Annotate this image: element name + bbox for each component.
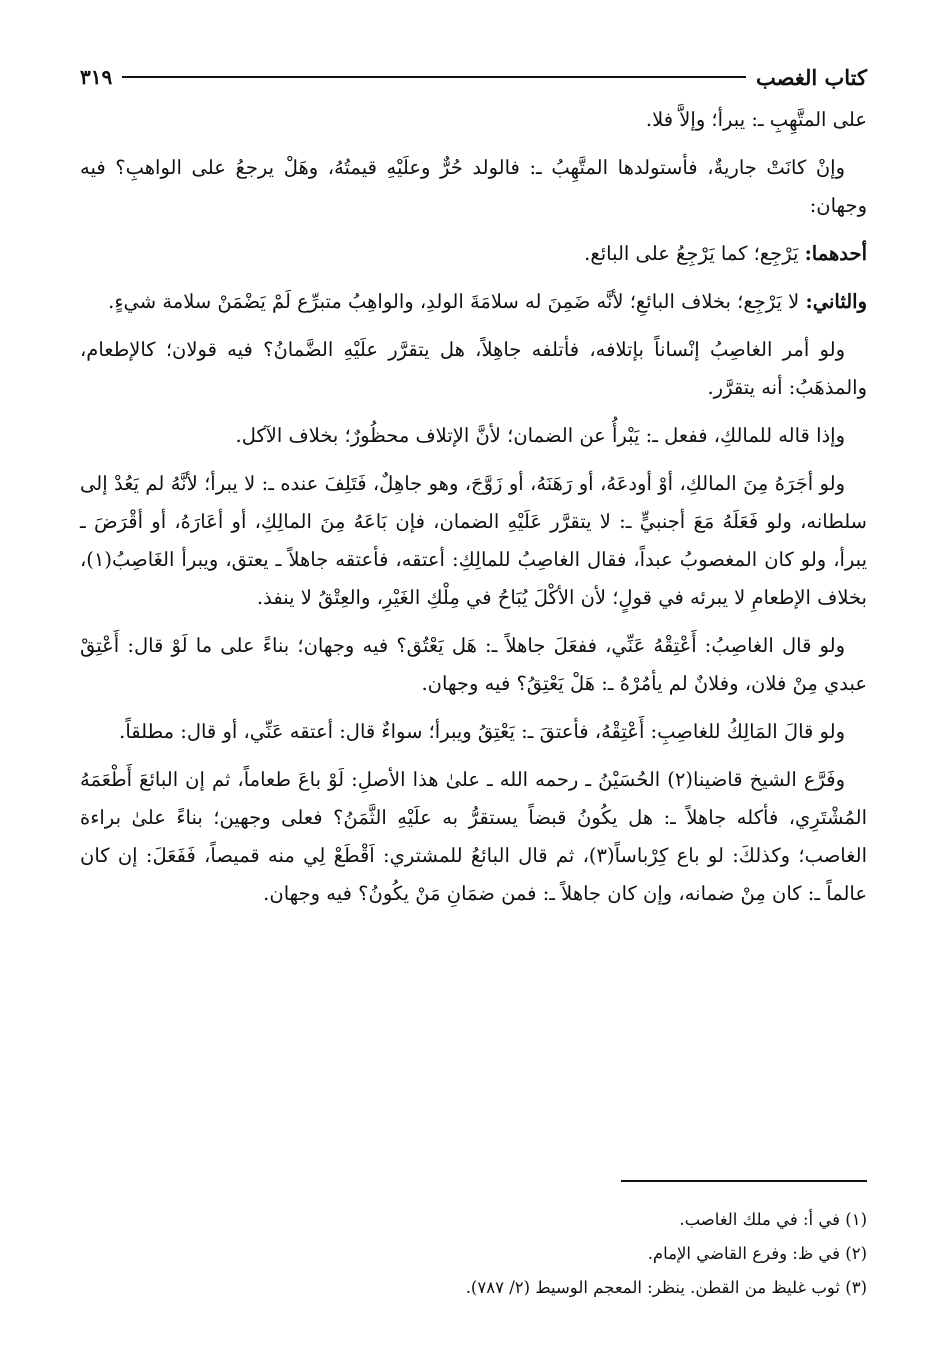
footnote: (٢) في ظ: وفرع القاضي الإمام.	[647, 1244, 867, 1263]
footnote-rule	[621, 1180, 867, 1182]
paragraph	[80, 417, 867, 455]
paragraph-text: على المتَّهِبِ ـ: يبرأ؛ وإلاَّ فلا.	[645, 108, 867, 131]
paragraph-lead: أحدهما:	[804, 242, 867, 265]
paragraph	[80, 713, 867, 751]
body-text	[80, 101, 867, 913]
paragraph-text: لا يَرْجِع؛ بخلاف البائعِ؛ لأنَّه ضَمِنَ له سلامَةَ الولدِ، والواهِبُ متبرِّع لَمْ يَضْمَنْ سلامة شيءٍ.	[108, 290, 806, 313]
running-header	[80, 55, 867, 99]
page-number: ٣١٩	[80, 65, 113, 89]
footnotes	[80, 1203, 867, 1305]
header-title: كتاب الغصب	[755, 64, 867, 90]
footnote: (١) في أ: في ملك الغاصب.	[679, 1210, 867, 1229]
header-rule	[122, 76, 746, 78]
paragraph-text: ولو أجَرَهُ مِنَ المالكِ، أوْ أودعَهُ، أو رَهَنَهُ، أو زَوَّجَ، وهو جاهِلٌ، فَتَلِفَ عنده ـ: لا يبرأ؛ لأنَّهُ لم يَعُدْ إلى سلطانه، ولو فَعَلَهُ مَعَ أجنبيٍّ ـ: لا يتقرَّر عَلَيْهِ الضمان، فإن بَاعَهُ مِنَ المالِكِ، أو أعَارَهُ، أو أقْرَضَ ـ يبرأ، ولو كان المغصوبُ عبداً، فقال الغاصِبُ للمالِكِ: أعتقه، فأعتقه جاهلاً ـ يعتق، ويبرأ الغَاصِبُ(١)، بخلاف الإطعامِ لا يبرئه في قولٍ؛ لأن الأكْلَ يُبَاحُ في مِلْكِ الغَيْرِ، والعِتْقُ لا ينفذ.	[80, 472, 867, 609]
paragraph-text: وفَرَّع الشيخ قاضينا(٢) الحُسَيْنُ ـ رحمه الله ـ علىٰ هذا الأصلِ: لَوْ باعَ طعاماً، ثم إن البائعَ أَطْعَمَهُ المُشْتَرِي، فأكله جاهلاً ـ: هل يكُونُ قبضاً يستقرُّ به علَيْهِ الثَّمَنُ؟ فعلى وجهين؛ بناءً علىٰ براءة الغاصب؛ وكذلكَ: لو باع كِرْباساً(٣)، ثم قال البائعُ للمشتري: اَقْطَعْ لِي منه قميصاً، فَفَعَلَ: إن كان عالماً ـ: كان مِنْ ضمانه، وإن كان جاهلاً ـ: فمن ضمَانِ مَنْ يكُونُ؟ فيه وجهان.	[80, 768, 867, 905]
paragraph	[80, 465, 867, 617]
paragraph-text: وإنْ كانَتْ جاريةٌ، فأستولدها المتَّهِبُ ـ: فالولد حُرٌّ وعلَيْهِ قيمتُهُ، وهَلْ يرجعُ على الواهبِ؟ فيه وجهان:	[80, 156, 867, 217]
paragraph	[80, 235, 867, 273]
footnote: (٣) ثوب غليظ من القطن. ينظر: المعجم الوسيط (٢/ ٧٨٧).	[465, 1278, 867, 1297]
paragraph	[80, 149, 867, 225]
paragraph-text: ولو قالَ المَالِكُ للغاصِبِ: أَعْتِقْهُ، فأعتقَ ـ: يَعْتِقُ ويبرأ؛ سواءٌ قال: أعتقه عَنِّي، أو قال: مطلقاً.	[119, 720, 845, 743]
paragraph	[80, 101, 867, 139]
paragraph-text: ولو أمر الغاصِبُ إنْساناً بإتلافه، فأتلفه جاهِلاً، هل يتقرَّر علَيْهِ الضَّمانُ؟ فيه قولان؛ كالإطعام، والمذهَبُ: أنه يتقرَّر.	[80, 338, 867, 399]
book-page	[80, 55, 867, 1297]
paragraph-lead: والثاني:	[805, 290, 867, 313]
paragraph-text: يَرْجِع؛ كما يَرْجِعُ على البائع.	[584, 242, 805, 265]
paragraph	[80, 761, 867, 913]
paragraph	[80, 627, 867, 703]
paragraph	[80, 283, 867, 321]
paragraph	[80, 331, 867, 407]
paragraph-text: ولو قال الغاصِبُ: أَعْتِقْهُ عَنِّي، ففعَلَ جاهلاً ـ: هَل يَعْتُق؟ فيه وجهان؛ بناءً على ما لَوْ قال: أَعْتِقْ عبدي مِنْ فلان، وفلانٌ لم يأمُرْهُ ـ: هَلْ يَعْتِقُ؟ فيه وجهان.	[80, 634, 867, 695]
paragraph-text: وإذا قاله للمالكِ، ففعل ـ: يَبْرأُ عن الضمان؛ لأنَّ الإتلاف محظُورٌ؛ بخلاف الآكل.	[235, 424, 845, 447]
